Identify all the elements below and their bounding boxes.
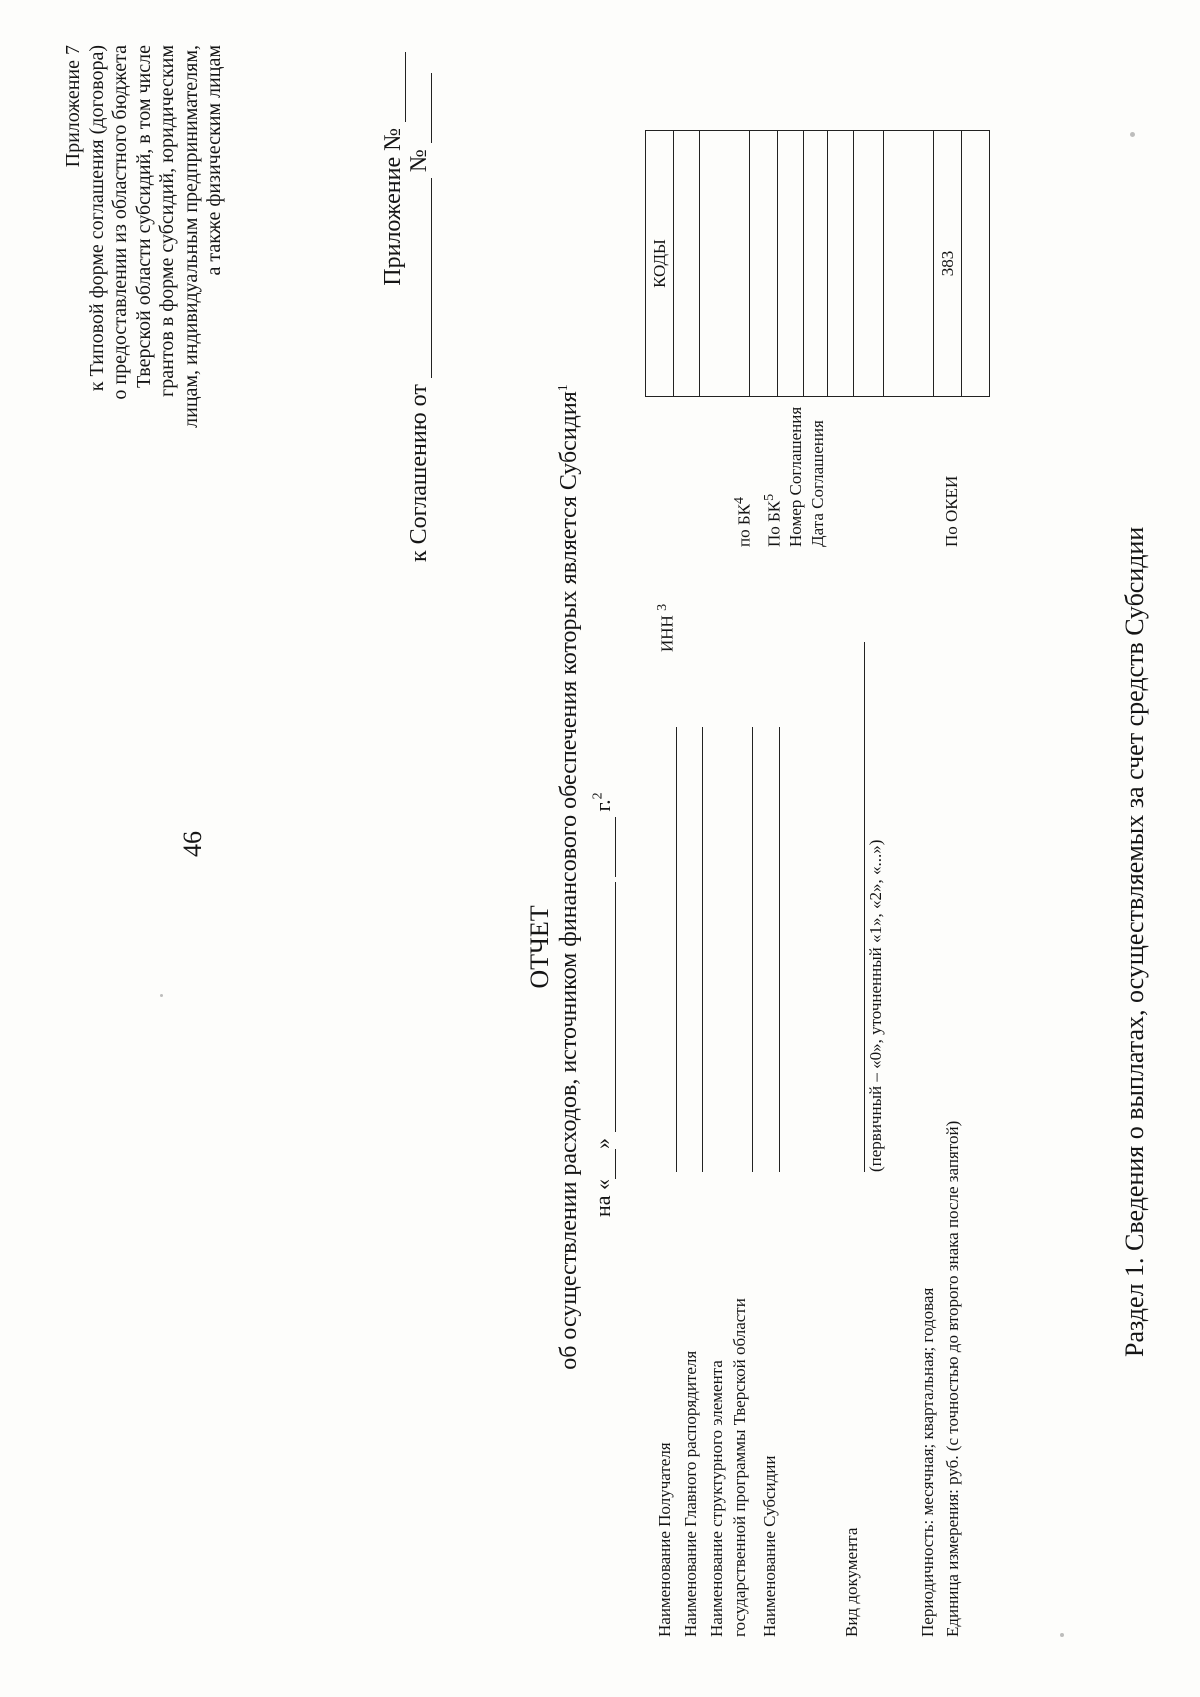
inn-label [655,604,678,652]
unit-label: Единица измерения: руб. (с точностью до второго знака после запятой) [943,1120,962,1637]
document-type-label: Вид документа [842,1527,861,1637]
chief-manager-code-cell [700,131,750,397]
section-title: Раздел 1. Сведения о выплатах, осуществляемых за счет средств Субсидии [1120,526,1149,1357]
blank-code-cell [962,131,990,397]
recipient-name-line [676,727,677,1172]
date-suffix: г. [590,799,615,812]
agreement-date-label: Дата Соглашения [808,420,827,547]
bk-upper-code-cell [778,131,804,397]
document-type-hint: (первичный – «0», уточненный «1», «2», «...») [866,839,885,1172]
agreement-appendix-block [380,52,432,562]
by-bk-label-lower-text: по БК [734,504,754,547]
appendix-header-line: о предоставлении из областного бюджета [109,45,131,400]
by-bk-label-lower [732,497,755,547]
okei-code-cell: 383 [934,131,962,397]
periodicity-code-cell [884,131,934,397]
appendix-header-line: грантов в форме субсидий, юридическим [156,45,178,397]
date-mid: » [590,1137,615,1149]
agreement-date-cell [828,131,854,397]
subsidy-name-label: Наименование Субсидии [760,1455,779,1637]
agreement-number-cell [804,131,828,397]
appendix-number-label: Приложение № [380,128,406,286]
chief-manager-label: Наименование Главного распорядителя [681,1350,700,1637]
report-subtitle [556,227,583,1527]
by-bk-label-upper [762,494,785,547]
codes-table [645,130,990,397]
appendix-header [62,45,227,565]
month-blank [597,882,616,1132]
appendix-header-line: Приложение 7 [62,45,84,168]
appendix-header-line: к Типовой форме соглашения (договора) [85,45,108,392]
appendix-header-line: лицам, индивидуальным предпринимателям, [179,45,202,428]
footnote-marker: 3 [655,603,670,611]
day-blank [597,1149,616,1179]
chief-manager-line [702,727,703,1172]
page-number: 46 [178,831,207,857]
to-agreement-label: к Соглашению от [406,384,432,562]
date-prefix: на « [590,1178,615,1217]
scan-speck [1060,1633,1064,1637]
appendix-number-blank [385,52,406,122]
bk-code-cell [750,131,778,397]
program-element-label-line2: государственной программы Тверской области [730,1298,749,1637]
by-bk-label-upper-text: По БК [764,500,784,547]
program-element-label-line1: Наименование структурного элемента [707,1360,726,1637]
agreement-date-blank [411,178,432,378]
report-date-line [590,792,616,1217]
document-type-code-cell [854,131,884,397]
document-type-line [864,642,865,1172]
periodicity-label: Периодичность: месячная; квартальная; годовая [918,1287,937,1637]
scan-speck [160,994,163,997]
agreement-number-sign: № [406,149,432,173]
codes-header: КОДЫ [646,131,674,397]
subsidy-name-line [779,727,780,1172]
scan-speck [1130,132,1135,137]
footnote-marker: 1 [556,384,571,392]
footnote-marker: 2 [590,792,606,800]
by-okei-label: По ОКЕИ [942,475,961,547]
appendix-header-line: Тверской области субсидий, в том числе [132,45,155,388]
recipient-name-label: Наименование Получателя [655,1442,674,1637]
footnote-marker: 5 [762,493,777,501]
agreement-number-blank [411,73,432,143]
agreement-number-label: Номер Соглашения [786,406,805,547]
program-element-line [752,727,753,1172]
footnote-marker: 4 [732,497,747,505]
year-blank [597,817,616,877]
inn-code-cell [674,131,700,397]
inn-label-text: ИНН [657,615,677,652]
report-subtitle-text: об осуществлении расходов, источником финансового обеспечения которых является Субсидия [556,391,582,1370]
report-title: ОТЧЕТ [525,905,554,989]
appendix-header-line: а также физическим лицам [203,45,225,276]
